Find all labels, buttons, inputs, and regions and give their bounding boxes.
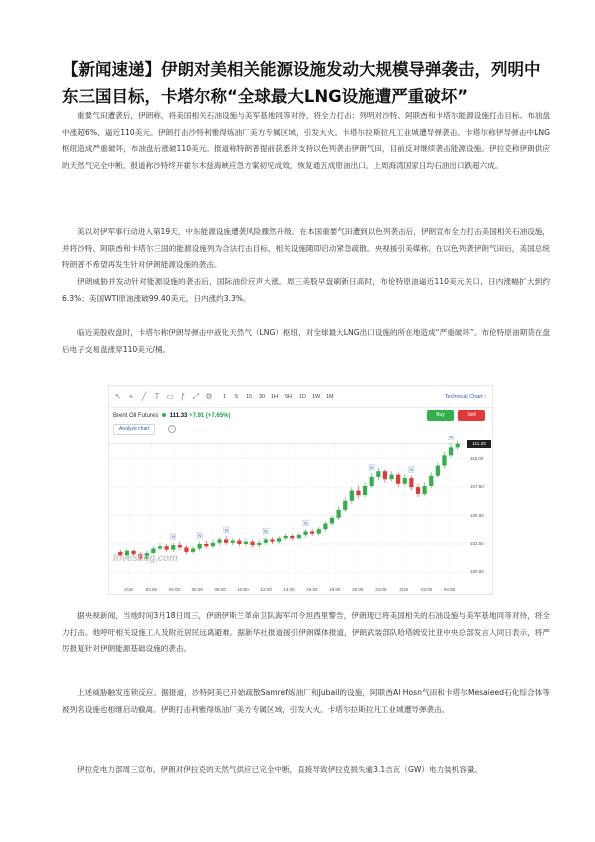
x-tick-label: 14:00 xyxy=(283,587,295,592)
candle-body xyxy=(416,487,420,494)
candle-body xyxy=(456,444,460,448)
x-tick-label: 12:00 xyxy=(260,587,272,592)
news-marker[interactable] xyxy=(171,534,176,540)
x-tick-label: 04:00 xyxy=(443,587,456,592)
timeframe-5h[interactable]: 5H xyxy=(285,394,293,400)
line-icon[interactable]: ╱ xyxy=(141,392,147,401)
candle xyxy=(376,468,380,481)
candle-body xyxy=(336,510,340,518)
candle xyxy=(204,541,208,549)
x-tick-label: 2/18 xyxy=(124,587,133,592)
candle xyxy=(284,534,288,541)
candle xyxy=(363,483,367,498)
fullscreen-icon[interactable]: ⤢ xyxy=(192,392,200,401)
candle-body xyxy=(343,501,347,510)
candle-body xyxy=(383,471,387,479)
y-tick-label: 102.50 xyxy=(470,540,484,546)
candle-body xyxy=(178,545,182,547)
current-price-tag: 111.33 xyxy=(467,440,491,448)
timeframe-30[interactable]: 30 xyxy=(259,394,266,400)
candle-body xyxy=(211,543,215,546)
x-tick-label: 16:00 xyxy=(306,587,318,592)
candle-body xyxy=(277,538,281,541)
candle-body xyxy=(376,471,380,477)
text-icon[interactable]: T xyxy=(154,392,160,401)
timeframe-1[interactable]: 1 xyxy=(223,394,227,400)
candle xyxy=(403,475,407,486)
candle-body xyxy=(284,536,288,538)
live-dot-icon xyxy=(162,413,166,417)
candle xyxy=(383,469,387,483)
candle xyxy=(184,545,188,554)
news-marker-label: N xyxy=(409,467,413,473)
news-marker[interactable] xyxy=(303,520,308,526)
technical-chart-link[interactable]: Technical Chart › xyxy=(444,394,486,400)
news-marker-label: N xyxy=(198,533,202,539)
candle-body xyxy=(363,486,367,495)
candle-body xyxy=(297,535,301,538)
news-marker[interactable] xyxy=(369,465,374,471)
x-tick-label: 02:00 xyxy=(145,587,158,592)
x-tick-label: 18:00 xyxy=(329,587,341,592)
candle-body xyxy=(184,547,188,552)
chart-toolbar xyxy=(109,386,492,408)
candle-body xyxy=(257,543,261,545)
x-tick-label: 3/19 xyxy=(399,587,409,592)
candle xyxy=(396,472,400,487)
timeframe-15[interactable]: 15 xyxy=(246,394,253,400)
candle-body xyxy=(217,539,221,542)
candle xyxy=(336,506,340,520)
y-tick-label: 105.00 xyxy=(470,512,484,518)
article-paragraph-5: 据央视新闻，当地时间3月18日周三，伊朗伊斯兰革命卫队海军司令坦西里警告，伊朗现已将美国相关的石油设施与美军基地同等对待，将全力打击。他呼吁相关设施工人及附近居民远离避难。据新华社报道援引伊朗媒体报道，伊朗武装部队哈塔姆安比亚中央总部发言人同日表示，将严厉报复针对伊朗能源基础设施的袭击。 xyxy=(62,611,550,654)
candle xyxy=(330,516,334,526)
candle-body xyxy=(330,518,334,524)
candle xyxy=(277,536,281,544)
candle-body xyxy=(264,539,268,542)
article-paragraph-3: 伊朗威胁并发动针对能源设施的袭击后，国际油价应声大涨。周三美股早盘刷新日高时，布伦特原油逼近110美元关口，日内涨幅扩大到约6.3%；美国WTI原油涨破99.40美元，日内涨约3.3%。 xyxy=(62,277,550,303)
candle-body xyxy=(198,544,202,549)
candle xyxy=(422,483,426,497)
candle xyxy=(356,486,360,499)
candle-body xyxy=(158,546,162,548)
settings-icon[interactable]: ⚙ xyxy=(205,392,213,401)
candle xyxy=(191,546,195,554)
candle xyxy=(416,484,420,498)
candle-body xyxy=(303,531,307,534)
crosshair-icon[interactable]: + xyxy=(128,392,134,401)
candle-body xyxy=(449,447,453,455)
candle xyxy=(198,542,202,551)
buy-button[interactable]: Buy xyxy=(427,410,454,421)
candle xyxy=(429,472,433,488)
candle-body xyxy=(191,549,195,552)
candle xyxy=(164,544,168,552)
candle xyxy=(456,441,460,450)
candle-body xyxy=(164,546,168,549)
news-marker[interactable] xyxy=(197,533,202,539)
candle-body xyxy=(436,466,440,476)
x-tick-label: 10:00 xyxy=(237,587,249,592)
candle xyxy=(297,533,301,540)
candle xyxy=(270,537,274,544)
candle-body xyxy=(442,455,446,465)
x-tick-label: 04:00 xyxy=(168,587,180,592)
candle-body xyxy=(250,542,254,545)
indicator-icon[interactable]: ƒ xyxy=(180,392,186,401)
investing-watermark: Investing.com xyxy=(113,553,178,564)
instrument-header xyxy=(113,413,230,419)
news-marker-label: N xyxy=(171,534,175,540)
article-paragraph-4: 临近美股收盘时，卡塔尔称伊朗导弹击中液化天然气（LNG）枢纽，对全球最大LNG出口设施的所在地造成“严重破坏”。布伦特原油期货在盘后电子交易盘涨穿110美元/桶。 xyxy=(62,328,550,354)
x-tick-label: 22:00 xyxy=(375,587,387,592)
article-paragraph-7: 伊拉克电力部周三宣布，伊朗对伊拉克的天然气供应已完全中断，直接导致伊拉克损失逾3.1吉瓦（GW）电力装机容量。 xyxy=(77,765,483,774)
candle xyxy=(409,476,413,491)
candle-body xyxy=(429,476,433,486)
x-tick-label: 20:00 xyxy=(352,587,364,592)
info-icon[interactable]: i xyxy=(168,425,176,433)
news-marker-label: N xyxy=(370,464,374,470)
timeframe-1h[interactable]: 1H xyxy=(271,394,279,400)
analyze-chart-button[interactable] xyxy=(113,424,155,435)
y-tick-label: 110.00 xyxy=(470,455,484,461)
candle xyxy=(310,529,314,536)
candle-body xyxy=(310,531,314,533)
news-marker[interactable] xyxy=(224,527,229,533)
candle xyxy=(442,452,446,468)
candle xyxy=(244,539,248,546)
candle xyxy=(343,497,347,512)
candle-body xyxy=(171,545,175,550)
article-paragraph-6: 上述威胁触发连锁反应。据报道，沙特阿美已开始疏散Samref炼油厂和Jubail的设施，阿联酋Al Hosn气田和卡塔尔Mesaieed石化综合体等被列名设施也相继启动撤离。伊朗打击利雅得炼油厂美方专属区域，引发大火。卡塔尔拉斯拉凡工业城遭导弹袭击。 xyxy=(62,688,550,714)
candle-body xyxy=(409,478,413,487)
candle xyxy=(211,539,215,548)
candle-body xyxy=(244,542,248,544)
candle xyxy=(257,541,261,548)
candle xyxy=(370,474,374,489)
article-title: 【新闻速递】伊朗对美相关能源设施发动大规模导弹袭击，列明中东三国目标，卡塔尔称“全球最大LNG设施遭严重破坏” xyxy=(62,60,541,106)
instrument-price: 111.33 xyxy=(169,413,188,419)
oil-price-chart[interactable] xyxy=(108,385,493,595)
candle xyxy=(323,521,327,531)
news-marker[interactable] xyxy=(263,528,268,534)
candle-body xyxy=(270,539,274,541)
news-marker-label: N xyxy=(449,436,453,440)
y-tick-label: 107.50 xyxy=(470,484,484,490)
y-axis-labels xyxy=(467,436,494,586)
candle xyxy=(436,462,440,478)
candle-body xyxy=(224,539,228,542)
instrument-change: +7.91 (+7.65%) xyxy=(189,413,231,419)
x-tick-label: 08:00 xyxy=(214,587,226,592)
y-tick-label: 100.00 xyxy=(470,569,484,575)
candle xyxy=(389,471,393,481)
candle xyxy=(237,538,241,546)
timeframe-1w[interactable]: 1W xyxy=(312,394,321,400)
x-axis-labels xyxy=(109,585,467,595)
candle-body xyxy=(290,536,294,538)
candle-body xyxy=(350,491,354,501)
cursor-icon[interactable]: ↖ xyxy=(114,392,122,401)
candle-body xyxy=(370,477,374,486)
analyze-chart-label: Analyze chart xyxy=(119,426,150,432)
candle-body xyxy=(422,486,426,494)
timeframe-1m[interactable]: 1M xyxy=(326,394,334,400)
candle xyxy=(178,542,182,550)
candle-body xyxy=(396,475,400,484)
candle-body xyxy=(237,541,241,544)
candle xyxy=(290,534,294,541)
news-marker[interactable] xyxy=(409,467,414,473)
x-tick-label: 06:00 xyxy=(191,587,203,592)
candle xyxy=(250,539,254,547)
timeframe-1d[interactable]: 1D xyxy=(299,394,307,400)
sell-button[interactable]: Sell xyxy=(458,410,485,421)
candle-body xyxy=(356,491,360,496)
candle-body xyxy=(389,475,393,480)
news-marker-label: N xyxy=(304,520,307,526)
candle-body xyxy=(204,544,208,546)
news-marker-label: N xyxy=(264,528,268,534)
candle xyxy=(350,487,354,504)
shapes-icon[interactable]: ▭ xyxy=(166,392,174,401)
candle-body xyxy=(403,478,407,484)
x-tick-label: 02:00 xyxy=(420,587,433,592)
timeframe-5[interactable]: 5 xyxy=(235,394,239,400)
candle xyxy=(303,529,307,537)
instrument-name: Brent Oil Futures xyxy=(113,413,159,419)
article-paragraph-1: 重要气田遭袭后，伊朗称，将美国相关石油设施与美军基地同等对待，将全力打击；列明对沙特、阿联酋和卡塔尔能源设施打击目标。布油盘中涨超6%、逼近110美元。伊朗打击沙特利雅得炼油厂美方专属区域，引发大火。卡塔尔拉斯拉凡工业城遭导弹袭击。卡塔尔称伊导弹击中LNG枢纽造成严重破坏，布油盘后涨破110美元。报道称特朗普提前获悉并支持以色列袭击伊朗气田，目前反对继续袭击能源设施。伊拉克称伊朗供应的天然气完全中断。报道称沙特终开霍尔木兹海峡应急方案初见成效，恢复通五成原油出口。上周海湾国家日均石油出口跌超六成。 xyxy=(62,111,550,170)
news-marker-label: N xyxy=(224,527,228,533)
candle-body xyxy=(231,541,235,543)
candle-body xyxy=(317,529,321,534)
article-paragraph-2: 美以对伊军事行动进入第19天，中东能源设施遭袭风险骤然升级。在本国重要气田遭到以色列袭击后，伊朗宣布全力打击美国相关石油设施，并将沙特、阿联酋和卡塔尔三国的能源设施列为合法打击目标，相关设施随即启动紧急疏散。央视援引美媒称，在以色列袭伊朗气田后，美国总统特朗普不希望再发生针对伊朗能源设施的袭击。 xyxy=(62,227,550,270)
candle-body xyxy=(323,524,327,530)
news-marker[interactable] xyxy=(448,436,453,439)
candle xyxy=(317,527,321,536)
